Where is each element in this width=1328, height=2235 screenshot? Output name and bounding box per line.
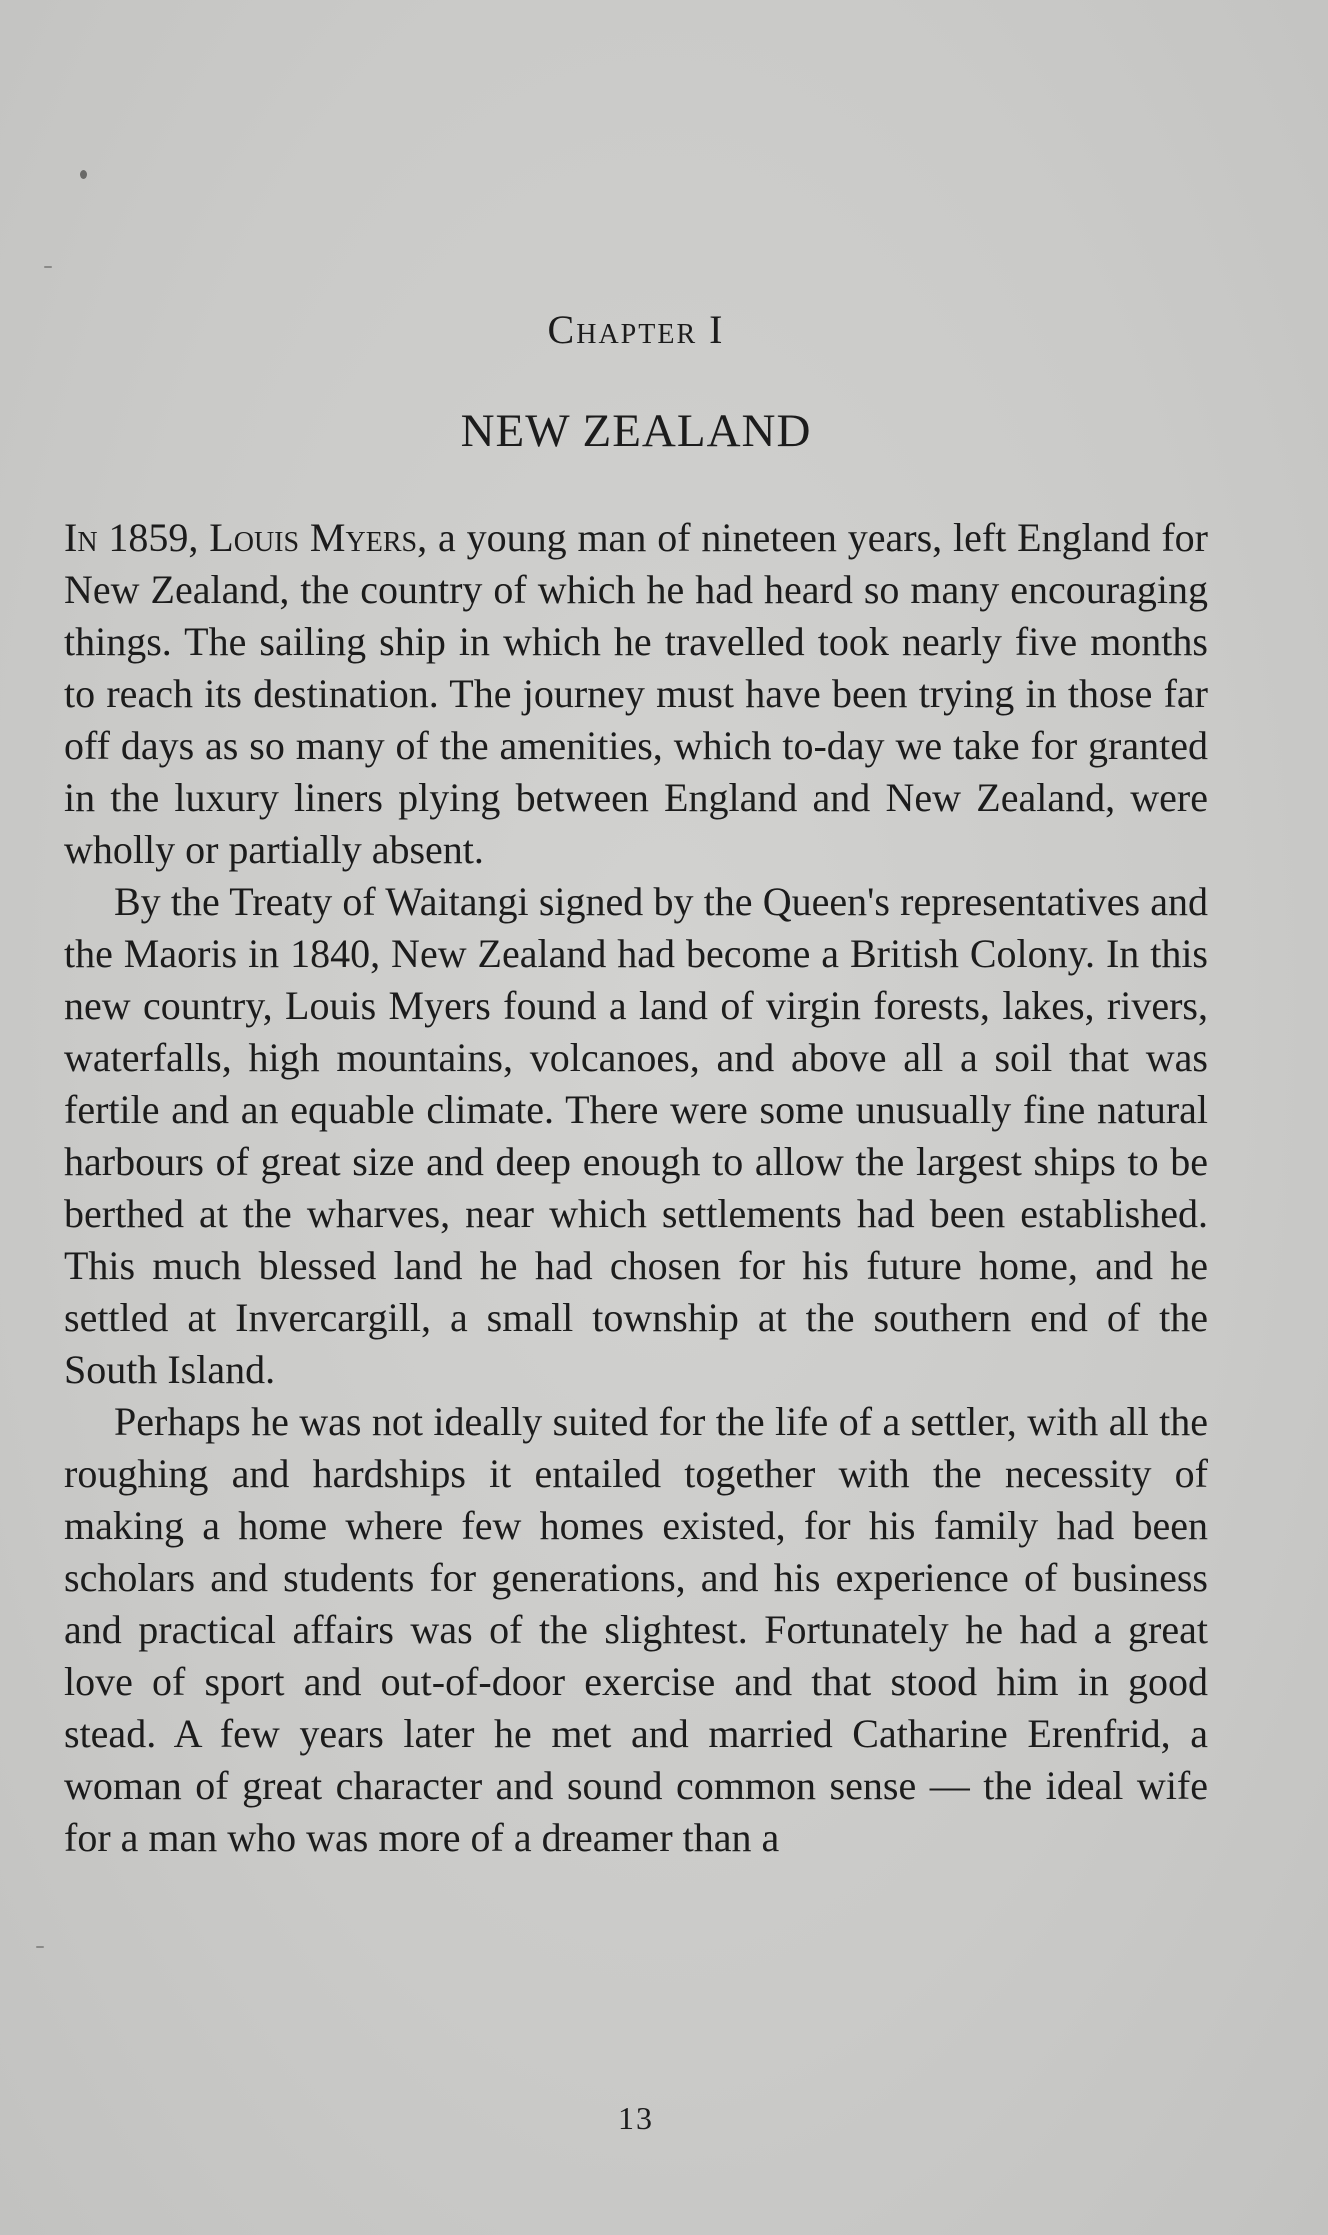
paper-speck [44, 266, 52, 268]
chapter-body [64, 512, 1208, 1864]
paragraph-3: Perhaps he was not ideally suited for the life of a settler, with all the roughing and hardships it entailed together with the necessity of making a home where few homes existed, for his family had been scholars and students for generations, and his experience of business and practical affairs was of the slightest. Fortunately he had a great love of sport and out-of-door exercise and that stood him in good stead. A few years later he met and married Catharine Erenfrid, a woman of great character and sound common sense — the ideal wife for a man who was more of a dreamer than a [64, 1399, 1208, 1860]
paper-speck [36, 1946, 44, 1948]
paragraph-2: By the Treaty of Waitangi signed by the Queen's representatives and the Maoris in 1840, New Zealand had become a British Colony. In this new country, Louis Myers found a land of virgin forests, lakes, rivers, waterfalls, high mountains, volcanoes, and above all a soil that was fertile and an equable climate. There were some unusually fine natural harbours of great size and deep enough to allow the largest ships to be berthed at the wharves, near which settlements had been established. This much blessed land he had chosen for his future home, and he settled at Invercargill, a small township at the southern end of the South Island. [64, 879, 1208, 1392]
paragraph-1-text: a young man of nineteen years, left England for New Zealand, the country of which he had heard so many encouraging things. The sailing ship in which he travelled took nearly five months to reach its destination. The journey must have been trying in those far off days as so many of the amenities, which to-day we take for granted in the luxury liners plying between England and New Zealand, were wholly or partially absent. [64, 515, 1208, 872]
chapter-label: Chapter I [547, 307, 725, 352]
paragraph-1 [64, 512, 1208, 876]
chapter-title: NEW ZEALAND [460, 405, 812, 457]
paragraph-lead-in: In 1859, Louis Myers, [64, 515, 428, 560]
book-page [64, 0, 1208, 2235]
page-number: 13 [618, 2100, 654, 2136]
